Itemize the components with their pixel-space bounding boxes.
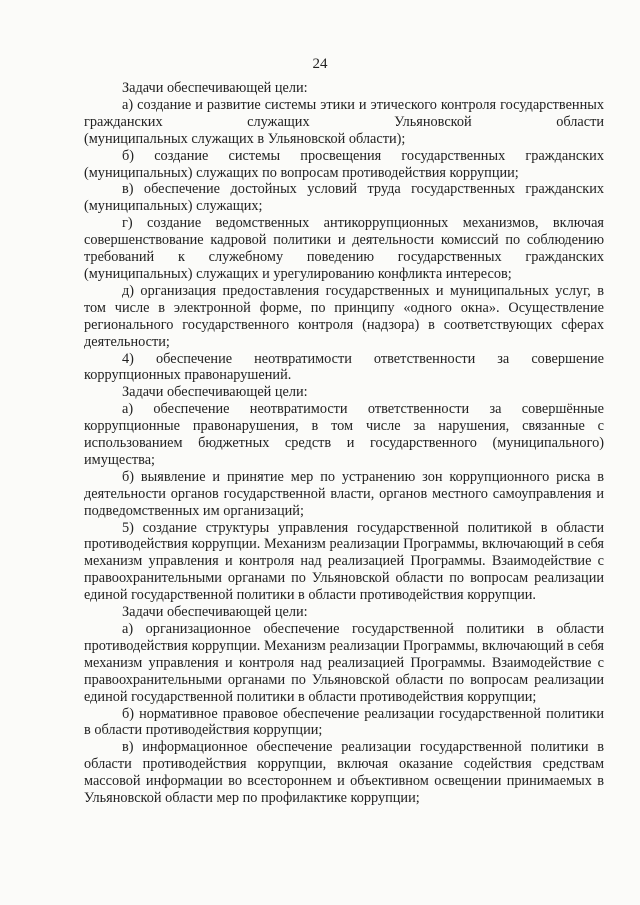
- document-body: [84, 80, 604, 807]
- paragraph: 4) обеспечение неотвратимости ответственности за совершение коррупционных правонарушений.: [84, 350, 604, 384]
- paragraph: б) нормативное правовое обеспечение реализации государственной политики в области противодействия коррупции;: [84, 705, 604, 739]
- paragraph: а) создание и развитие системы этики и этического контроля государственных гражданских служащих Ульяновской области: [84, 96, 604, 130]
- paragraph: г) создание ведомственных антикоррупционных механизмов, включая совершенствование кадровой политики и деятельности комиссий по соблюдению требований к служебному поведению государственных гражданских (муниципальных) служащих и урегулированию конфликта интересов;: [84, 215, 604, 282]
- page-number: 24: [312, 56, 328, 72]
- paragraph: б) создание системы просвещения государственных гражданских (муниципальных) служащих по вопросам противодействия коррупции;: [84, 147, 604, 181]
- paragraph: б) выявление и принятие мер по устранению зон коррупционного риска в деятельности органов государственной власти, органов местного самоуправления и подведомственных им организаций;: [84, 468, 604, 519]
- paragraph: (муниципальных служащих в Ульяновской области);: [84, 130, 406, 147]
- paragraph: а) обеспечение неотвратимости ответственности за совершённые коррупционные правонарушения, в том числе за нарушения, связанные с использованием бюджетных средств и государственного (муниципального) имущества;: [84, 401, 604, 468]
- paragraph: а) организационное обеспечение государственной политики в области противодействия коррупции. Механизм реализации Программы, включающий в себя механизм управления и контроля над реализацией Программы. Взаимодействие с правоохранительными органами по Ульяновской области по вопросам реализации единой государственной политики в области противодействия коррупции;: [84, 621, 604, 705]
- paragraph: в) обеспечение достойных условий труда государственных гражданских (муниципальных) служащих;: [84, 181, 604, 215]
- paragraph: 5) создание структуры управления государственной политикой в области противодействия коррупции. Механизм реализации Программы, включающий в себя механизм управления и контроля над реализацией Программы. Взаимодействие с правоохранительными органами по Ульяновской области по вопросам реализации единой государственной политики в области противодействия коррупции.: [84, 519, 604, 604]
- paragraph: в) информационное обеспечение реализации государственной политики в области противодействия коррупции, включая оказание содействия средствам массовой информации во всестороннем и объективном освещении принимаемых в Ульяновской области мер по профилактике коррупции;: [84, 739, 604, 807]
- paragraph: д) организация предоставления государственных и муниципальных услуг, в том числе в электронной форме, по принципу «одного окна». Осуществление регионального государственного контроля (надзора) в соответствующих сферах деятельности;: [84, 282, 604, 350]
- paragraph: Задачи обеспечивающей цели:: [122, 384, 308, 401]
- paragraph: Задачи обеспечивающей цели:: [122, 80, 308, 96]
- paragraph: Задачи обеспечивающей цели:: [122, 604, 308, 621]
